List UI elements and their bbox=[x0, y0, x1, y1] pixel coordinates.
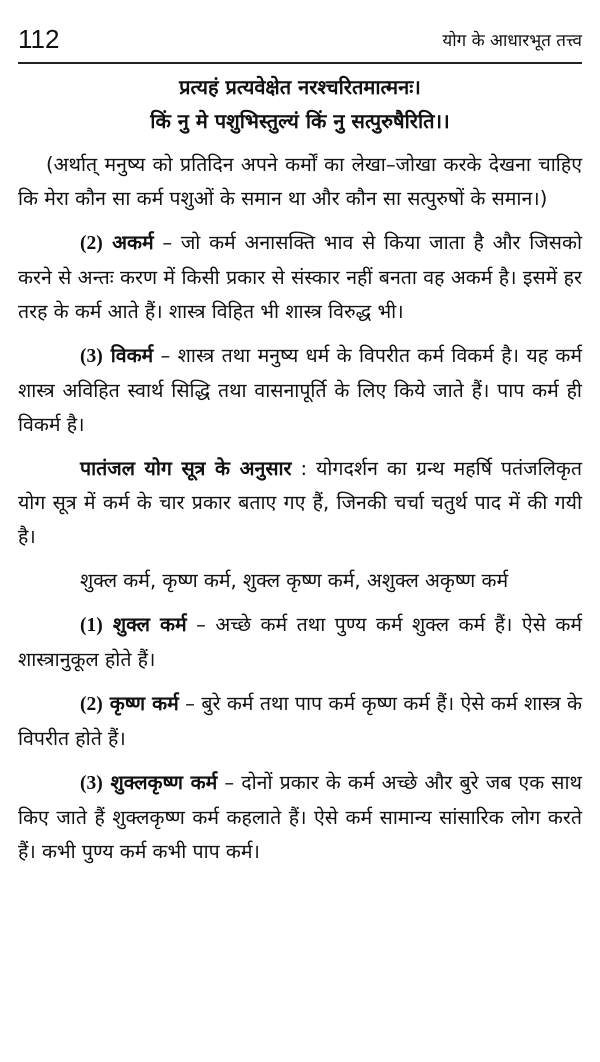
paragraph-shukla bbox=[18, 608, 582, 677]
verse-line-2: किं नु मे पशुभिस्तुल्यं किं नु सत्पुरुषैरिति।। bbox=[150, 109, 450, 133]
paragraph-text: – अच्छे कर्म तथा पुण्य कर्म शुक्ल कर्म हैं। ऐसे कर्म शास्त्रानुकूल होते हैं। bbox=[18, 613, 582, 671]
running-title: योग के आधारभूत तत्त्व bbox=[442, 31, 582, 51]
paragraph-types: शुक्ल कर्म, कृष्ण कर्म, शुक्ल कृष्ण कर्म, अशुक्ल अकृष्ण कर्म bbox=[80, 569, 509, 592]
item-number: (3) bbox=[80, 773, 103, 794]
paragraph-shuklakrishna bbox=[18, 766, 582, 869]
page-body bbox=[18, 70, 582, 879]
term-heading: विकर्म bbox=[110, 344, 154, 367]
term-heading: शुक्लकृष्ण कर्म bbox=[110, 771, 218, 794]
item-number: (2) bbox=[80, 233, 103, 254]
paragraph-text: : योगदर्शन का ग्रन्थ महर्षि पतंजलिकृत योग सूत्र में कर्म के चार प्रकार बताए गए हैं, जिनकी चर्चा चतुर्थ पाद में की गयी है। bbox=[18, 457, 582, 548]
verse-line-1: प्रत्यहं प्रत्यवेक्षेत नरश्चरितमात्मनः। bbox=[179, 75, 421, 99]
sanskrit-verse bbox=[18, 70, 582, 138]
item-number: (3) bbox=[80, 346, 103, 367]
verse-meaning: (अर्थात् मनुष्य को प्रतिदिन अपने कर्मों का लेखा–जोखा करके देखना चाहिए कि मेरा कौन सा कर्म पशुओं के समान था और कौन सा सत्पुरुषों के समान।) bbox=[18, 153, 582, 210]
term-heading: अकर्म bbox=[112, 231, 154, 254]
paragraph-text: – जो कर्म अनासक्ति भाव से किया जाता है और जिसको करने से अन्तः करण में किसी प्रकार से संस्कार नहीं बनता वह अकर्म है। इसमें हर तरह के कर्म आते हैं। शास्त्र विहित भी शास्त्र विरुद्ध भी। bbox=[18, 231, 582, 323]
paragraph-krishna bbox=[18, 687, 582, 756]
page-header bbox=[18, 26, 582, 64]
paragraph-vikarma bbox=[18, 339, 582, 442]
term-heading: शुक्ल कर्म bbox=[112, 613, 187, 636]
item-number: (1) bbox=[80, 615, 103, 636]
paragraph-text: – शास्त्र तथा मनुष्य धर्म के विपरीत कर्म विकर्म है। यह कर्म शास्त्र अविहित स्वार्थ सिद्धि तथा वासनापूर्ति के लिए किये जाते हैं। पाप कर्म ही विकर्म है। bbox=[18, 344, 582, 436]
term-heading: कृष्ण कर्म bbox=[109, 692, 179, 715]
item-number: (2) bbox=[80, 694, 103, 715]
paragraph-patanjal bbox=[18, 452, 582, 554]
page-number: 112 bbox=[18, 24, 60, 54]
paragraph-akarma bbox=[18, 226, 582, 329]
paragraph-text: – दोनों प्रकार के कर्म अच्छे और बुरे जब एक साथ किए जाते हैं शुक्लकृष्ण कर्म कहलाते हैं। ऐसे कर्म सामान्य सांसारिक लोग करते हैं। कभी पुण्य कर्म कभी पाप कर्म। bbox=[18, 771, 582, 863]
paragraph-text: – बुरे कर्म तथा पाप कर्म कृष्ण कर्म हैं। ऐसे कर्म शास्त्र के विपरीत होते हैं। bbox=[18, 692, 582, 750]
term-heading: पातंजल योग सूत्र के अनुसार bbox=[80, 457, 292, 480]
